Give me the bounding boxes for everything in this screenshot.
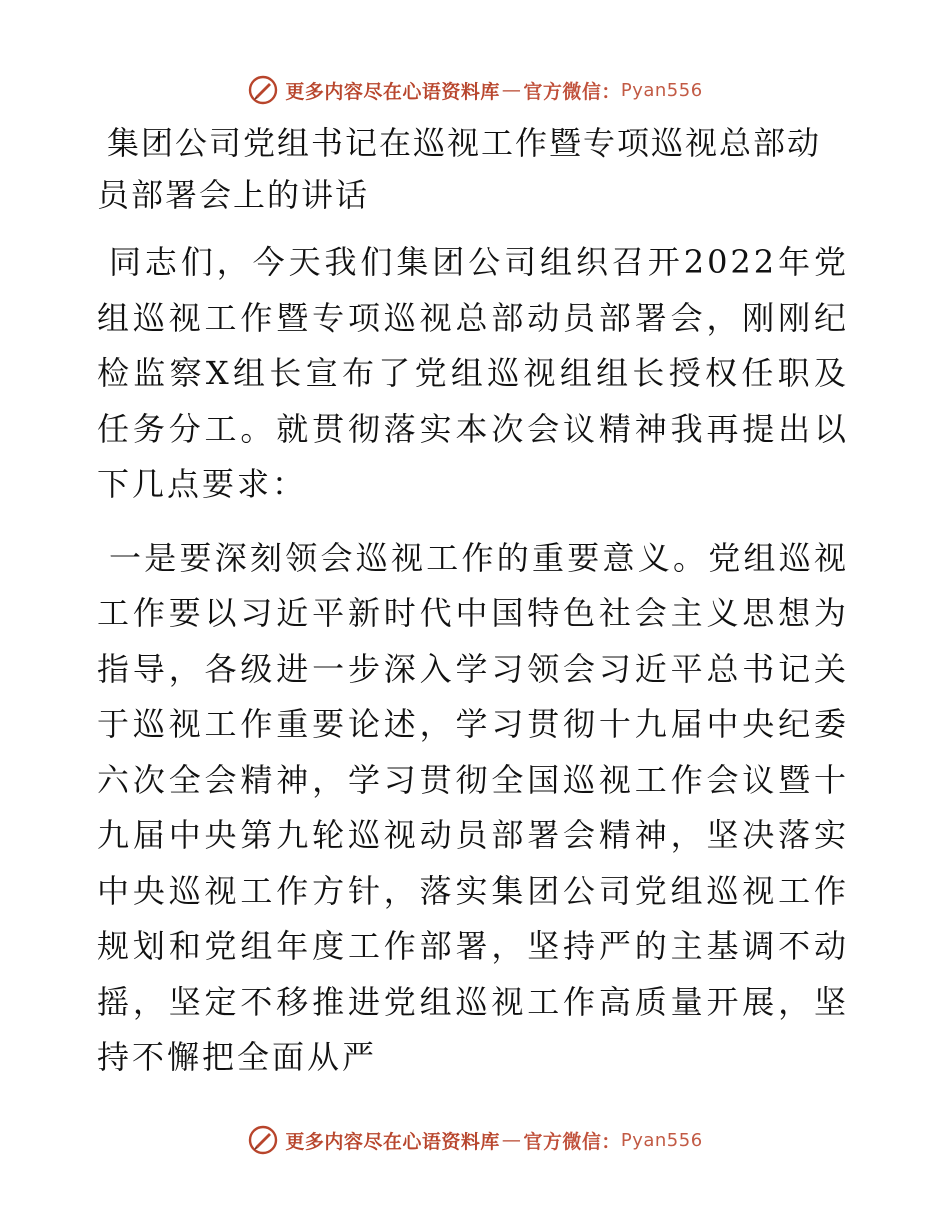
brand-logo-icon — [247, 74, 279, 106]
watermark-text: 更多内容尽在心语资料库 — [285, 1130, 500, 1153]
paragraph-2: 一是要深刻领会巡视工作的重要意义。党组巡视工作要以习近平新时代中国特色社会主义思想为指导，各级进一步深入学习领会习近平总书记关于巡视工作重要论述，学习贯彻十九届中央纪委六次全会精神，学习贯彻全国巡视工作会议暨十九届中央第九轮巡视动员部署会精神，坚决落实中央巡视工作方针，落实集团公司党组巡视工作规划和党组年度工作部署，坚持严的主基调不动摇，坚定不移推进党组巡视工作高质量开展，坚持不懈把全面从严 — [97, 538, 849, 1076]
footer-watermark — [0, 1120, 950, 1160]
header-watermark — [0, 70, 950, 110]
paragraph-1: 同志们，今天我们集团公司组织召开2022年党组巡视工作暨专项巡视总部动员部署会，刚刚纪检监察X组长宣布了党组巡视组组长授权任职及任务分工。就贯彻落实本次会议精神我再提出以下几点要求： — [97, 243, 849, 503]
watermark-wechat-id: Pyan556 — [620, 79, 703, 101]
watermark-dash: — — [501, 79, 522, 101]
watermark-wechat-label: 官方微信： — [523, 1130, 621, 1153]
watermark-text: 更多内容尽在心语资料库 — [285, 80, 500, 103]
document-body — [97, 117, 849, 1086]
watermark-wechat-label: 官方微信： — [523, 80, 621, 103]
document-title: 集团公司党组书记在巡视工作暨专项巡视总部动员部署会上的讲话 — [97, 124, 822, 214]
watermark-wechat-id: Pyan556 — [620, 1129, 703, 1151]
watermark-dash: — — [501, 1129, 522, 1151]
brand-logo-icon — [247, 1124, 279, 1156]
